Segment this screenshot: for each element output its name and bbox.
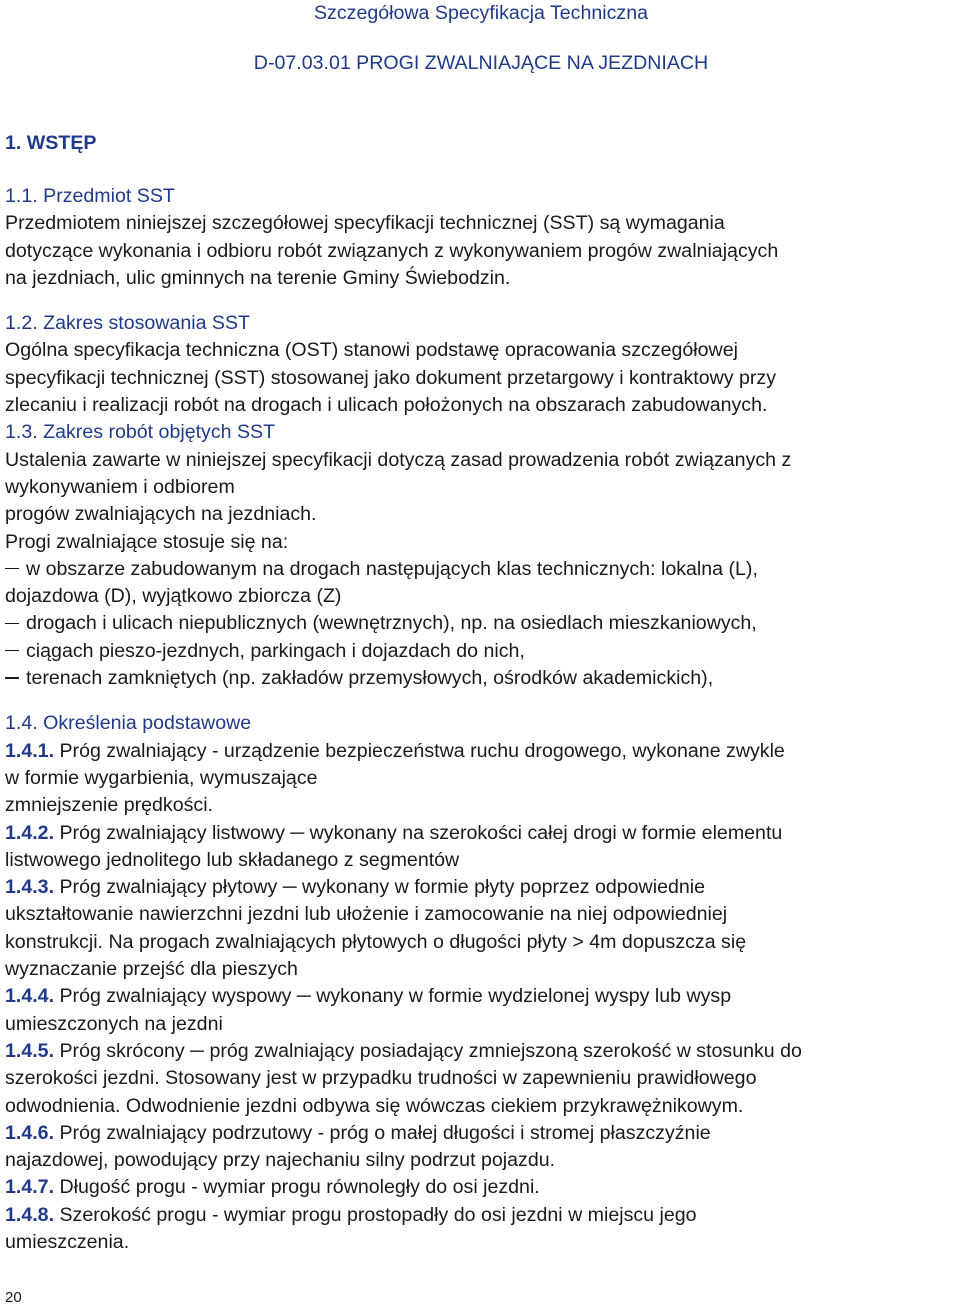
dash-bullet-icon — [5, 568, 19, 569]
paragraph-line: Przedmiotem niniejszej szczegółowej specyfikacji technicznej (SST) są wymagania — [5, 212, 725, 235]
subsection-zakres-stosowania — [5, 310, 957, 419]
definition-1-4-7: 1.4.7. Długość progu - wymiar progu równoległy do osi jezdni. — [5, 1176, 540, 1199]
definition-number: 1.4.1. — [5, 739, 55, 762]
subsection-okreslenia — [5, 710, 957, 1256]
paragraph-line: progów zwalniających na jezdniach. — [5, 503, 317, 526]
subsection-przedmiot — [5, 183, 957, 292]
subsection-title: 1.1. Przedmiot SST — [5, 185, 175, 207]
subsection-title: 1.2. Zakres stosowania SST — [5, 312, 251, 335]
definition-1-4-8: 1.4.8. Szerokość progu - wymiar progu prostopadły do osi jezdni w miejscu jego umieszczenia. — [5, 1203, 697, 1253]
definition-1-4-5: 1.4.5. Próg skrócony ─ próg zwalniający posiadający zmniejszoną szerokość w stosunku do szerokości jezdni. Stosowany jest w przypadku trudności w zapewnieniu prawidłowego odwodnienia. Odwodnienie jezdni odbywa się wówczas ciekiem przykrawężnikowym. — [5, 1039, 802, 1117]
spec-code: D-07.03.01 PROGI ZWALNIAJĄCE NA JEZDNIACH — [253, 52, 709, 74]
definition-1-4-3: 1.4.3. Próg zwalniający płytowy ─ wykonany w formie płyty poprzez odpowiednie ukształtowanie nawierzchni jezdni lub ułożenie i zamocowanie na niej odpowiedniej konstrukcji. Na progach zwalniających płytowych o długości płyty > 4m dopuszcza się wyznaczanie przejść dla pieszych — [5, 876, 747, 981]
definition-number: 1.4.4. — [5, 985, 55, 1008]
list-item: w obszarze zabudowanym na drogach następujących klas technicznych: lokalna (L), — [5, 556, 957, 583]
dash-bullet-icon — [5, 623, 19, 624]
list-item: drogach i ulicach niepublicznych (wewnętrznych), np. na osiedlach mieszkaniowych, — [5, 610, 957, 637]
subsection-title: 1.4. Określenia podstawowe — [5, 712, 252, 735]
list-item: ciągach pieszo-jezdnych, parkingach i dojazdach do nich, — [5, 638, 957, 665]
paragraph-line: na jezdniach, ulic gminnych na terenie Gminy Świebodzin. — [5, 266, 511, 289]
definition-number: 1.4.5. — [5, 1039, 55, 1062]
paragraph-line: Ogólna specyfikacja techniczna (OST) stanowi podstawę opracowania szczegółowej — [5, 339, 738, 362]
list-item: terenach zamkniętych (np. zakładów przemysłowych, ośrodków akademickich), — [5, 665, 957, 692]
definition-number: 1.4.6. — [5, 1121, 55, 1144]
subsection-title: 1.3. Zakres robót objętych SST — [5, 421, 276, 444]
section-heading-wstep: 1. WSTĘP — [5, 132, 97, 154]
dash-bullet-icon — [5, 677, 19, 678]
definition-1-4-6: 1.4.6. Próg zwalniający podrzutowy - próg o małej długości i stromej płaszczyźnie najazdowej, powodujący przy najechaniu silny podrzut pojazdu. — [5, 1121, 711, 1172]
definition-1-4-2: 1.4.2. Próg zwalniający listwowy ─ wykonany na szerokości całej drogi w formie elementu listwowego jednolitego lub składanego z segmentów — [5, 821, 783, 871]
subsection-zakres-robot — [5, 419, 957, 692]
page-number: 20 — [5, 1289, 22, 1306]
paragraph-line: Ustalenia zawarte w niniejszej specyfikacji dotyczą zasad prowadzenia robót związanych z — [5, 448, 792, 471]
definition-number: 1.4.2. — [5, 821, 55, 844]
definition-number: 1.4.3. — [5, 876, 55, 899]
document-page — [5, 0, 957, 1256]
definition-number: 1.4.7. — [5, 1176, 55, 1199]
definition-number: 1.4.8. — [5, 1203, 55, 1226]
paragraph-line: zlecaniu i realizacji robót na drogach i ulicach położonych na obszarach zabudowanych. — [5, 394, 768, 417]
paragraph-line: specyfikacji technicznej (SST) stosowanej jako dokument przetargowy i kontraktowy przy — [5, 366, 777, 389]
paragraph-line: wykonywaniem i odbiorem — [5, 475, 235, 498]
spec-title: Szczegółowa Specyfikacja Techniczna — [313, 2, 648, 24]
list-item-continuation: dojazdowa (D), wyjątkowo zbiorcza (Z) — [5, 585, 342, 608]
definition-1-4-4: 1.4.4. Próg zwalniający wyspowy ─ wykonany w formie wydzielonej wyspy lub wysp umieszczonych na jezdni — [5, 985, 732, 1035]
definition-1-4-1: 1.4.1. Próg zwalniający - urządzenie bezpieczeństwa ruchu drogowego, wykonane zwykle w formie wygarbienia, wymuszające zmniejszenie prędkości. — [5, 739, 785, 817]
paragraph-line: Progi zwalniające stosuje się na: — [5, 530, 289, 553]
paragraph-line: dotyczące wykonania i odbioru robót związanych z wykonywaniem progów zwalniających — [5, 239, 779, 262]
dash-bullet-icon — [5, 650, 19, 651]
